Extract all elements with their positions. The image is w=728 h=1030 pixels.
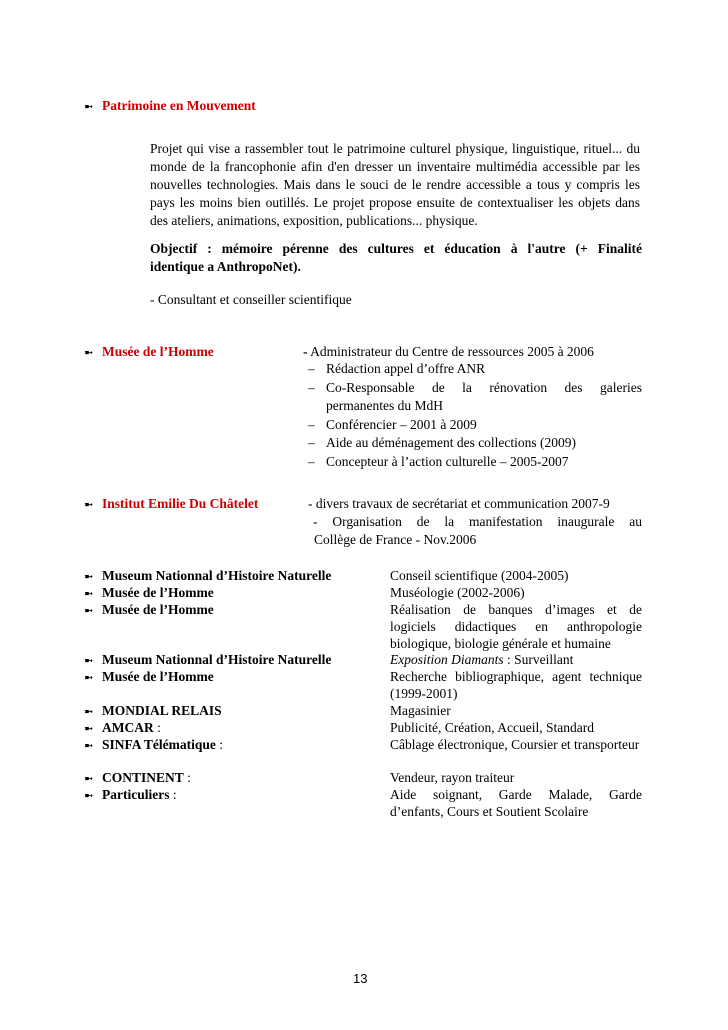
exp-org-3: ➼ Museum Nationnal d’Histoire Naturelle [84,650,331,669]
musee-role-text: Administrateur du Centre de ressources 2005 à 2006 [307,344,594,359]
musee-heading [84,342,214,361]
hand-pointer-icon: ➼ [84,346,94,359]
exp-desc-6: Publicité, Création, Accueil, Standard [390,720,594,735]
exp-desc-7: Câblage électronique, Coursier et transporteur [390,737,640,752]
exp-org-4: ➼ Musée de l’Homme [84,667,214,686]
musee-items [304,360,642,471]
institut-line3: Collège de France - Nov.2006 [314,532,477,547]
exp-desc-0: Conseil scientifique (2004-2005) [390,568,569,583]
exp-desc-3: Exposition Diamants : Surveillant [390,652,574,667]
exp-org-7: ➼ SINFA Télématique : [84,735,223,754]
exp-desc-2: Réalisation de banques d’images et de logiciels didactiques en anthropologie biologique, biologie générale et humaine [390,602,642,651]
exp-org-6: ➼ AMCAR : [84,718,161,737]
exp-org-8: ➼ CONTINENT : [84,768,191,787]
list-item: – Concepteur à l’action culturelle – 2005-2007 [308,453,569,469]
exp-org-0: ➼ Museum Nationnal d’Histoire Naturelle [84,566,331,585]
patrimoine-role: - Consultant et conseiller scientifique [150,292,352,307]
hand-pointer-icon: ➼ [84,739,94,752]
page-number: 13 [353,971,368,986]
hand-pointer-icon: ➼ [84,772,94,785]
hand-pointer-icon: ➼ [84,100,94,113]
hand-pointer-icon: ➼ [84,604,94,617]
exp-org-9: ➼ Particuliers : [84,785,177,804]
exp-org-1: ➼ Musée de l’Homme [84,583,214,602]
hand-pointer-icon: ➼ [84,654,94,667]
exp-org-2: ➼ Musée de l’Homme [84,600,214,619]
patrimoine-description: Projet qui vise a rassembler tout le patrimoine culturel physique, linguistique, rituel... du monde de la francophonie afin d'en dresser un inventaire multimédia accessible par les nouvelles technologies. Mais dans le souci de le rendre accessible a tous y compris les pays les moins bien outillés. Le projet propose ensuite de contextualiser les objets dans des ateliers, animations, exposition, publications... physique. [150,141,640,228]
hand-pointer-icon: ➼ [84,570,94,583]
institut-title: Institut Emilie Du Châtelet [102,496,259,511]
list-item: – Aide au déménagement des collections (2009) [308,435,577,450]
institut-heading [84,494,258,513]
list-item: – Rédaction appel d’offre ANR [308,361,486,376]
hand-pointer-icon: ➼ [84,498,94,511]
patrimoine-title: Patrimoine en Mouvement [102,98,256,113]
exp-desc-9: Aide soignant, Garde Malade, Garde d’enfants, Cours et Soutient Scolaire [390,787,642,819]
musee-role-dash: - [303,344,308,359]
hand-pointer-icon: ➼ [84,705,94,718]
exp-desc-1: Muséologie (2002-2006) [390,585,525,600]
hand-pointer-icon: ➼ [84,722,94,735]
hand-pointer-icon: ➼ [84,671,94,684]
patrimoine-objective-line1: Objectif : mémoire pérenne des cultures et éducation à l'autre (+ Finalité [150,241,642,256]
list-item: – Co-Responsable de la rénovation des galeries permanentes du MdH [308,379,642,413]
hand-pointer-icon: ➼ [84,587,94,600]
musee-role [303,342,594,361]
institut-line2: - Organisation de la manifestation inaugurale au [313,514,642,529]
patrimoine-objective-line2: identique a AnthropoNet). [150,259,301,274]
exp-org-5: ➼ MONDIAL RELAIS [84,701,222,720]
exp-desc-4: Recherche bibliographique, agent technique (1999-2001) [390,669,642,701]
list-item: – Conférencier – 2001 à 2009 [308,416,477,432]
hand-pointer-icon: ➼ [84,789,94,802]
exp-desc-8: Vendeur, rayon traiteur [390,770,515,785]
patrimoine-heading [84,96,256,115]
exp-desc-5: Magasinier [390,703,451,718]
institut-line1: - divers travaux de secrétariat et communication 2007-9 [308,496,610,511]
musee-title: Musée de l’Homme [102,344,214,359]
